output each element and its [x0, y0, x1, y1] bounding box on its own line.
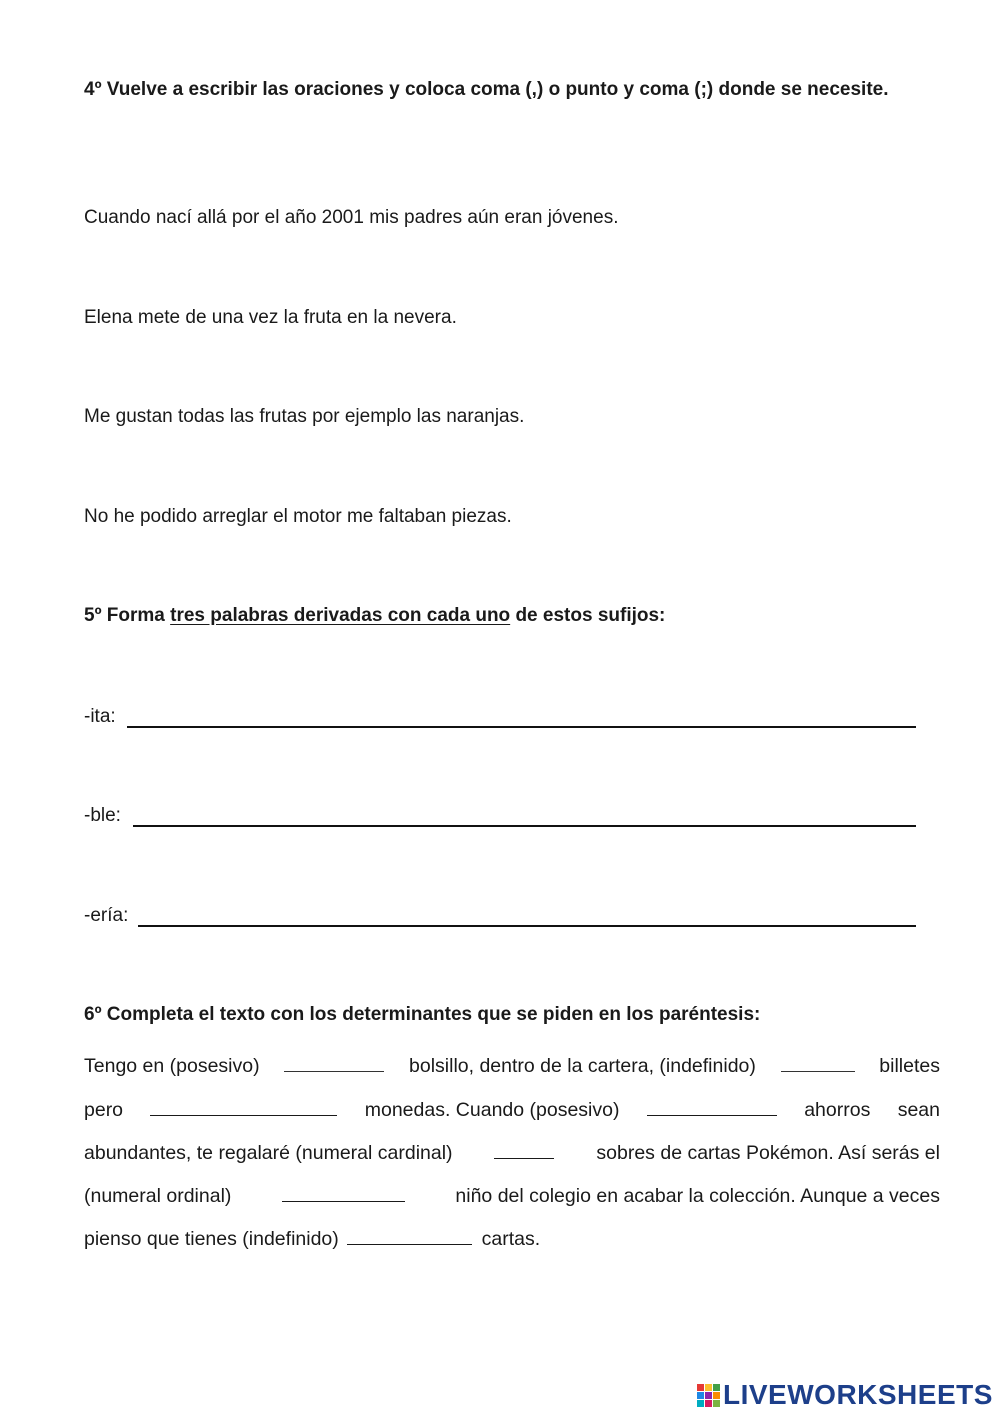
suffix-label-eria: -ería:: [84, 905, 129, 926]
text-pero: pero: [84, 1099, 124, 1121]
logo-grid-icon: [697, 1384, 720, 1407]
text-numeral-ordinal: (numeral ordinal): [84, 1185, 232, 1207]
exercise-4-heading: 4º Vuelve a escribir las oraciones y coloca coma (,) o punto y coma (;) donde se necesite.: [84, 79, 889, 100]
exercise-4-sentence-2: Elena mete de una vez la fruta en la nevera.: [84, 307, 457, 328]
text-ahorros: ahorros: [804, 1099, 871, 1121]
exercise-4-sentence-4: No he podido arreglar el motor me faltaban piezas.: [84, 506, 512, 527]
exercise-4-sentence-1: Cuando nací allá por el año 2001 mis padres aún eran jóvenes.: [84, 207, 619, 228]
blank-posesivo-1[interactable]: [284, 1052, 384, 1072]
exercise-6-line-2: [84, 1096, 940, 1120]
text-monedas: monedas. Cuando (posesivo): [364, 1099, 620, 1121]
exercise-6-heading: 6º Completa el texto con los determinantes que se piden en los paréntesis:: [84, 1004, 761, 1025]
exercise-5-heading-suffix: de estos sufijos:: [510, 605, 666, 626]
exercise-5-heading-prefix: 5º Forma: [84, 605, 171, 626]
suffix-answer-line-ble[interactable]: [133, 825, 916, 827]
exercise-6-line-4: [84, 1182, 940, 1206]
suffix-label-ita: -ita:: [84, 706, 116, 727]
blank-numeral-ordinal[interactable]: [282, 1182, 405, 1202]
exercise-5-heading: [84, 604, 665, 628]
blank-pero[interactable]: [150, 1096, 337, 1116]
suffix-answer-line-eria[interactable]: [138, 925, 916, 927]
text-tengo: Tengo en (posesivo): [84, 1055, 260, 1077]
exercise-5-heading-underlined: tres palabras derivadas con cada uno: [170, 605, 511, 626]
blank-posesivo-2[interactable]: [647, 1096, 777, 1116]
blank-indefinido-1[interactable]: [781, 1052, 855, 1072]
text-sobres: sobres de cartas Pokémon. Así serás el: [596, 1142, 940, 1164]
text-bolsillo: bolsillo, dentro de la cartera, (indefinido): [409, 1055, 756, 1077]
exercise-6-line-1: [84, 1052, 940, 1076]
text-cartas: cartas.: [481, 1228, 541, 1250]
text-abundantes: abundantes, te regalaré (numeral cardinal): [84, 1142, 453, 1164]
blank-indefinido-2[interactable]: [347, 1225, 472, 1245]
text-pienso: pienso que tienes (indefinido): [84, 1228, 339, 1250]
suffix-answer-line-ita[interactable]: [127, 726, 916, 728]
text-billetes: billetes: [879, 1055, 940, 1077]
exercise-6-line-5: [84, 1225, 940, 1249]
text-sean: sean: [897, 1099, 940, 1121]
suffix-label-ble: -ble:: [84, 805, 121, 826]
exercise-6-line-3: [84, 1139, 940, 1163]
exercise-4-sentence-3: Me gustan todas las frutas por ejemplo las naranjas.: [84, 406, 525, 427]
text-nino: niño del colegio en acabar la colección. Aunque a veces: [455, 1185, 940, 1207]
blank-numeral-cardinal[interactable]: [494, 1139, 554, 1159]
logo-text: LIVEWORKSHEETS: [723, 1379, 993, 1410]
liveworksheets-logo[interactable]: [697, 1378, 993, 1412]
